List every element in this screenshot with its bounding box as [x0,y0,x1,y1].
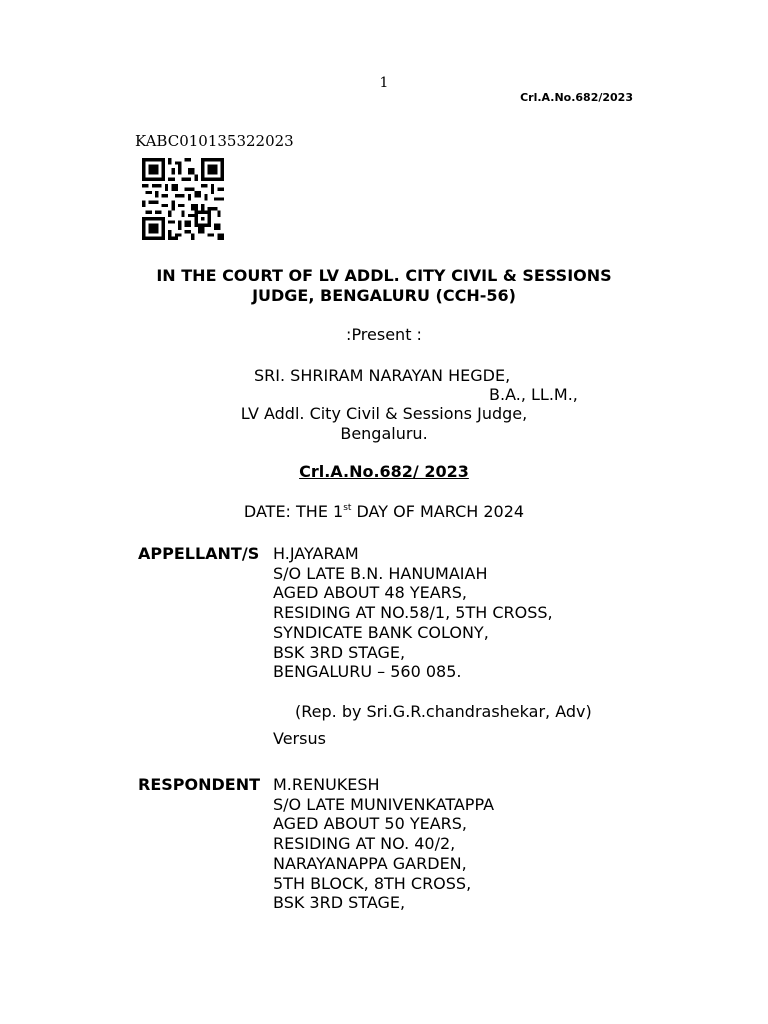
respondent-line: RESIDING AT NO. 40/2, [273,834,456,854]
respondent-line: BSK 3RD STAGE, [273,893,406,913]
court-heading-line2: JUDGE, BENGALURU (CCH-56) [252,286,516,305]
appellant-line: BENGALURU – 560 085. [273,662,462,682]
respondent-details [273,775,494,913]
respondent-line: M.RENUKESH [273,775,380,794]
judge-place: Bengaluru. [340,424,428,443]
case-title [0,462,768,481]
present-label: :Present : [346,325,422,344]
date-prefix: DATE: THE 1 [243,502,344,521]
judge-name: SRI. SHRIRAM NARAYAN HEGDE, [254,366,511,385]
judgment-date [0,502,768,521]
cnr-number: KABC010135322023 [135,132,294,150]
appellant-line: SYNDICATE BANK COLONY, [273,622,489,642]
appellant-details [273,544,553,682]
appellant-line: S/O LATE B.N. HANUMAIAH [273,563,488,583]
date-ordinal: st [343,503,352,513]
respondent-line: 5TH BLOCK, 8TH CROSS, [273,873,472,893]
judge-designation: LV Addl. City Civil & Sessions Judge, [240,404,528,423]
case-title-text: Crl.A.No.682/ 2023 [299,462,469,481]
appellant-line: BSK 3RD STAGE, [273,642,406,662]
court-heading [0,266,768,306]
versus-label: Versus [273,729,326,748]
judge-qualification: B.A., LL.M., [489,385,578,404]
appellant-line: AGED ABOUT 48 YEARS, [273,583,468,603]
page-number: 1 [379,75,389,91]
appellant-line: RESIDING AT NO.58/1, 5TH CROSS, [273,603,553,623]
date-rest: DAY OF MARCH 2024 [351,502,525,521]
respondent-line: NARAYANAPPA GARDEN, [273,853,467,873]
court-heading-line1: IN THE COURT OF LV ADDL. CITY CIVIL & SESSIONS [156,266,612,285]
qr-code [142,158,224,240]
respondent-line: AGED ABOUT 50 YEARS, [273,814,468,834]
appellant-representation: (Rep. by Sri.G.R.chandrashekar, Adv) [295,702,592,721]
case-reference-header: Crl.A.No.682/2023 [520,91,633,104]
appellant-label: APPELLANT/S [138,544,260,563]
respondent-label: RESPONDENT [138,775,261,794]
respondent-line: S/O LATE MUNIVENKATAPPA [273,794,495,814]
appellant-line: H.JAYARAM [273,544,359,563]
